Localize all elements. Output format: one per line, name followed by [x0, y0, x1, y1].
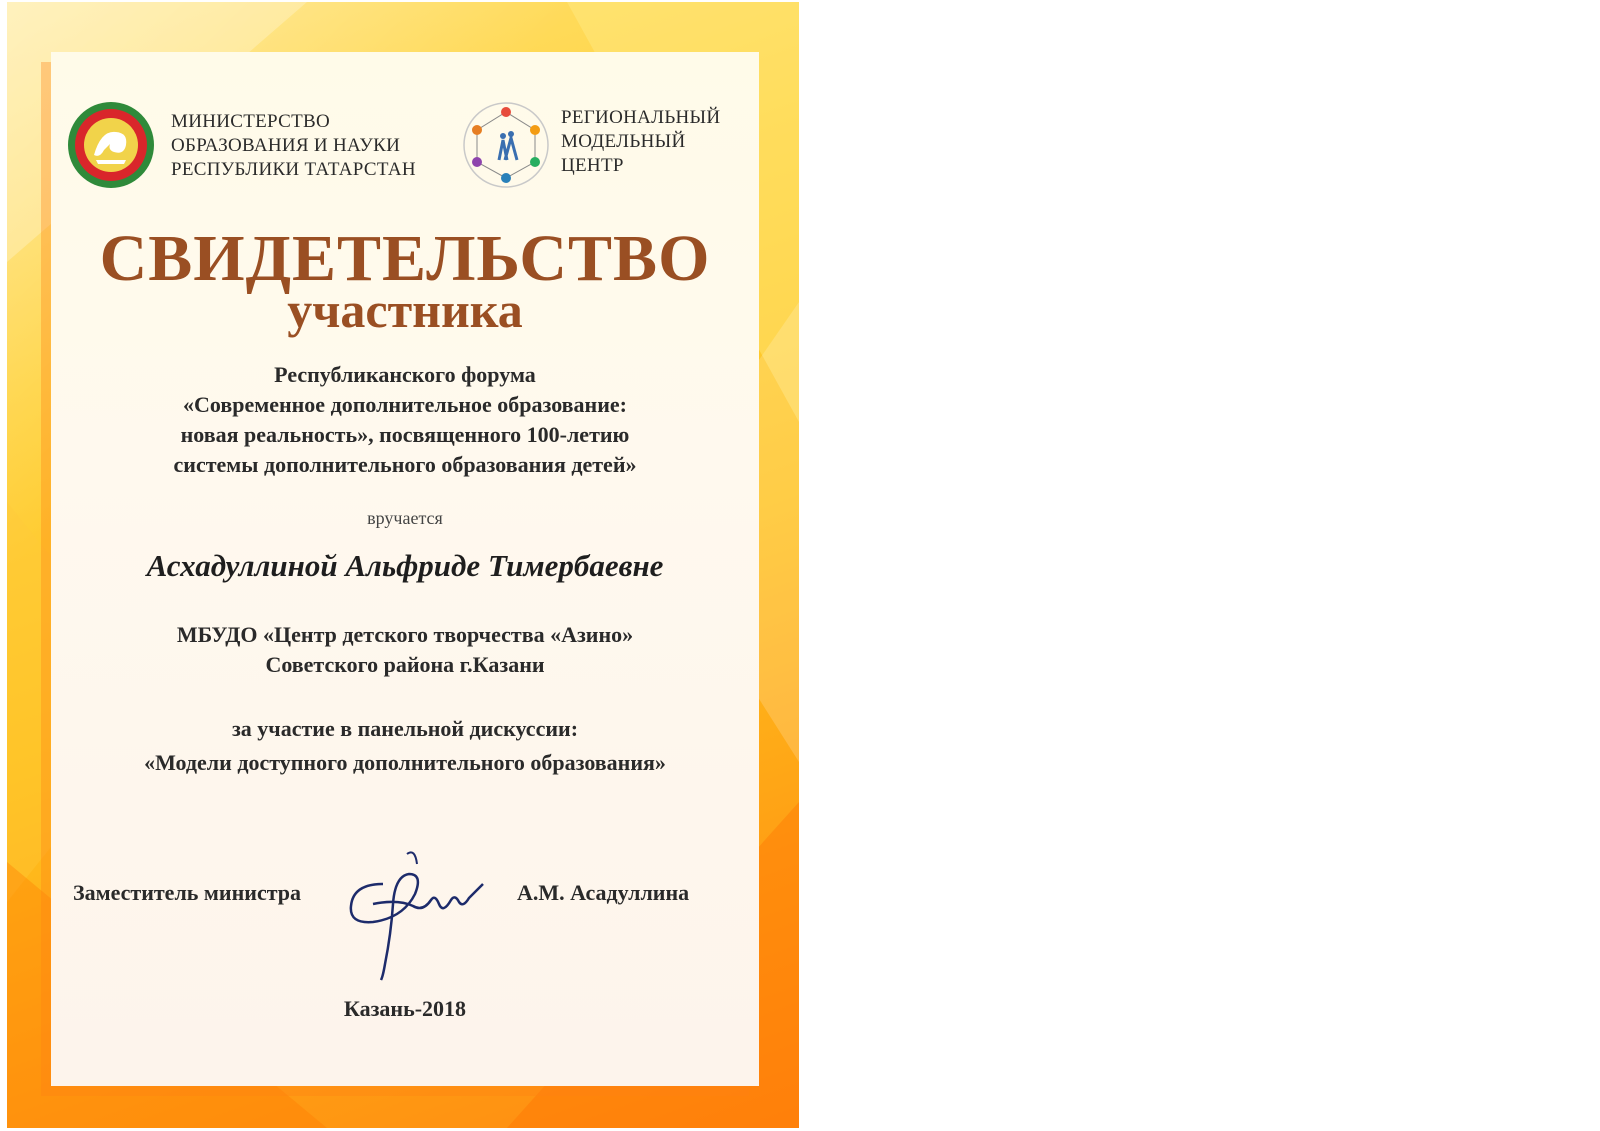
ministry-line: РЕСПУБЛИКИ ТАТАРСТАН — [171, 159, 416, 180]
center-line: МОДЕЛЬНЫЙ — [561, 131, 686, 152]
forum-line: системы дополнительного образования детей» — [173, 452, 637, 477]
certificate-panel — [51, 52, 759, 1086]
signer-title: Заместитель министра — [73, 880, 302, 905]
ministry-line: МИНИСТЕРСТВО — [171, 111, 331, 132]
center-line: РЕГИОНАЛЬНЫЙ — [561, 107, 721, 128]
org-line: Советского района г.Казани — [265, 652, 545, 677]
forum-description — [51, 360, 759, 480]
certificate-subtitle: участника — [287, 282, 523, 338]
signer-name: А.М. Асадуллина — [517, 880, 690, 905]
certificate-frame — [7, 2, 799, 1128]
logo-row — [51, 100, 759, 190]
regional-center-name — [561, 106, 720, 178]
awarded-label: вручается — [367, 508, 443, 528]
certificate-title: СВИДЕТЕЛЬСТВО — [99, 222, 711, 295]
org-line: МБУДО «Центр детского творчества «Азино» — [176, 622, 634, 647]
forum-line: Республиканского форума — [274, 362, 536, 387]
reason-line: «Модели доступного дополнительного образования» — [144, 750, 666, 775]
award-reason — [51, 712, 759, 780]
tatarstan-emblem-icon — [66, 100, 156, 190]
ministry-line: ОБРАЗОВАНИЯ И НАУКИ — [171, 135, 401, 156]
reason-line: за участие в панельной дискуссии: — [231, 716, 579, 741]
city-year: Казань-2018 — [343, 996, 467, 1021]
forum-line: «Современное дополнительное образование: — [182, 392, 627, 417]
organization — [51, 620, 759, 680]
regional-center-logo-icon — [461, 100, 551, 190]
signature-icon — [343, 844, 503, 984]
ministry-name — [171, 110, 416, 182]
forum-line: новая реальность», посвященного 100-летию — [180, 422, 630, 447]
center-line: ЦЕНТР — [561, 155, 624, 176]
recipient-name: Асхадуллиной Альфриде Тимербаевне — [146, 548, 664, 583]
